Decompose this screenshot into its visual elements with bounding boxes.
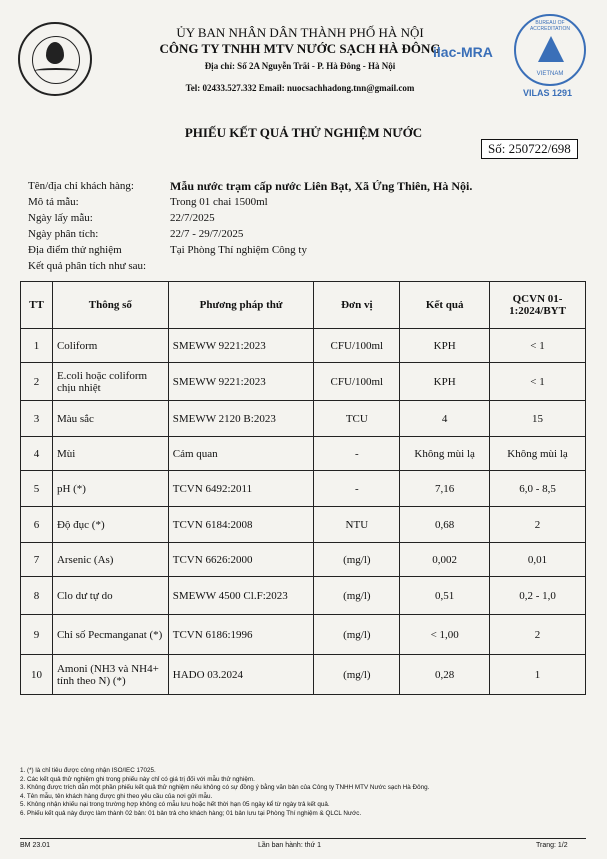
note-item: 2. Các kết quả thử nghiệm ghi trong phiếu này chỉ có giá trị đối với mẫu thử nghiệm.	[20, 775, 255, 783]
cell-limit: 1	[490, 655, 586, 695]
info-value-customer: Mẫu nước trạm cấp nước Liên Bạt, Xã Ứng Thiên, Hà Nội.	[170, 179, 473, 193]
table-row	[21, 655, 586, 695]
report-number: Số: 250722/698	[481, 139, 578, 159]
note-item: 4. Tên mẫu, tên khách hàng được ghi theo yêu cầu của nơi gửi mẫu.	[20, 792, 213, 800]
edition: Lần ban hành: thứ 1	[258, 842, 322, 849]
cell-tt: 7	[21, 543, 53, 577]
cell-limit: 15	[490, 401, 586, 437]
vilas-code: VILAS 1291	[523, 88, 573, 98]
results-table	[20, 281, 586, 695]
cell-unit: -	[314, 471, 400, 507]
cell-tt: 2	[21, 363, 53, 401]
cell-unit: CFU/100ml	[314, 363, 400, 401]
header-limit: QCVN 01-1:2024/BYT	[490, 282, 586, 329]
cell-result: 4	[400, 401, 490, 437]
page-number: Trang: 1/2	[536, 842, 568, 849]
table-row	[21, 437, 586, 471]
info-value-sampling-date: 22/7/2025	[170, 212, 215, 224]
cell-method: TCVN 6492:2011	[168, 471, 314, 507]
cell-result: 7,16	[400, 471, 490, 507]
cell-tt: 3	[21, 401, 53, 437]
cell-param: Độ đục (*)	[52, 507, 168, 543]
cell-method: SMEWW 4500 Cl.F:2023	[168, 577, 314, 615]
table-header-row	[21, 282, 586, 329]
header-company: CÔNG TY TNHH MTV NƯỚC SẠCH HÀ ĐÔNG	[159, 41, 441, 56]
info-label-description: Mô tả mẫu:	[28, 196, 79, 208]
cell-tt: 4	[21, 437, 53, 471]
cell-limit: 2	[490, 615, 586, 655]
info-value-description: Trong 01 chai 1500ml	[170, 196, 268, 208]
header-unit: Đơn vị	[314, 282, 400, 329]
cell-unit: (mg/l)	[314, 615, 400, 655]
note-item: 3. Không được trích dẫn một phần phiếu kết quả thử nghiệm nếu không có sự đồng ý bằng văn bản của Công ty TNHH MTV Nước sạch Hà Đông.	[20, 784, 430, 792]
cell-unit: (mg/l)	[314, 655, 400, 695]
info-label-analysis-date: Ngày phân tích:	[28, 228, 99, 240]
cell-unit: (mg/l)	[314, 577, 400, 615]
cell-result: 0,68	[400, 507, 490, 543]
cell-limit: 2	[490, 507, 586, 543]
header-contact: Tel: 02433.527.332 Email: nuocsachhadong.tnn@gmail.com	[185, 83, 415, 93]
info-label-customer: Tên/địa chỉ khách hàng:	[28, 180, 134, 192]
cell-param: Amoni (NH3 và NH4+ tính theo N) (*)	[52, 655, 168, 695]
table-row	[21, 363, 586, 401]
cell-unit: -	[314, 437, 400, 471]
cell-tt: 10	[21, 655, 53, 695]
cell-result: 0,002	[400, 543, 490, 577]
cell-tt: 1	[21, 329, 53, 363]
table-row	[21, 615, 586, 655]
cell-param: Coliform	[52, 329, 168, 363]
info-label-location: Địa điểm thử nghiệm	[28, 244, 122, 256]
table-row	[21, 471, 586, 507]
cell-result: 0,28	[400, 655, 490, 695]
note-item: 5. Không nhận khiếu nại trong trường hợp không có mẫu lưu hoặc hết thời hạn 05 ngày kể từ ngày trả kết quả.	[20, 801, 330, 809]
info-label-sampling-date: Ngày lấy mẫu:	[28, 212, 93, 224]
cell-method: HADO 03.2024	[168, 655, 314, 695]
table-row	[21, 543, 586, 577]
cell-result: KPH	[400, 329, 490, 363]
info-value-analysis-date: 22/7 - 29/7/2025	[170, 228, 244, 240]
header-tt: TT	[21, 282, 53, 329]
company-logo	[18, 22, 92, 96]
cell-param: Clo dư tự do	[52, 577, 168, 615]
footer-divider	[20, 838, 586, 839]
cell-unit: NTU	[314, 507, 400, 543]
cell-param: E.coli hoặc coliform chịu nhiệt	[52, 363, 168, 401]
cell-param: Chỉ số Pecmanganat (*)	[52, 615, 168, 655]
page-title: PHIẾU KẾT QUẢ THỬ NGHIỆM NƯỚC	[184, 125, 423, 140]
notes	[20, 767, 429, 819]
accreditation-logo	[514, 14, 586, 86]
header-result: Kết quả	[400, 282, 490, 329]
info-label-results: Kết quả phân tích như sau:	[28, 260, 147, 272]
note-item: 6. Phiếu kết quả này được làm thành 02 bản: 01 bản trả cho khách hàng; 01 bản lưu tại Phòng Thí nghiệm & QLCL Nước.	[20, 809, 362, 817]
cell-method: TCVN 6626:2000	[168, 543, 314, 577]
cell-param: Màu sắc	[52, 401, 168, 437]
header-address: Địa chỉ: Số 2A Nguyễn Trãi - P. Hà Đông - Hà Nội	[204, 61, 396, 71]
accreditation-country: VIETNAM	[536, 71, 564, 77]
cell-tt: 8	[21, 577, 53, 615]
cell-param: Arsenic (As)	[52, 543, 168, 577]
cell-limit: 0,01	[490, 543, 586, 577]
header-authority: ỦY BAN NHÂN DÂN THÀNH PHỐ HÀ NỘI	[176, 25, 424, 40]
cell-limit: < 1	[490, 329, 586, 363]
header-method: Phương pháp thử	[168, 282, 314, 329]
table-row	[21, 401, 586, 437]
cell-tt: 6	[21, 507, 53, 543]
cell-limit: Không mùi lạ	[490, 437, 586, 471]
cell-param: Mùi	[52, 437, 168, 471]
cell-unit: CFU/100ml	[314, 329, 400, 363]
cell-unit: (mg/l)	[314, 543, 400, 577]
cell-result: KPH	[400, 363, 490, 401]
cell-result: 0,51	[400, 577, 490, 615]
cell-tt: 9	[21, 615, 53, 655]
cell-param: pH (*)	[52, 471, 168, 507]
cell-limit: 6,0 - 8,5	[490, 471, 586, 507]
cell-method: SMEWW 2120 B:2023	[168, 401, 314, 437]
cell-tt: 5	[21, 471, 53, 507]
cell-method: TCVN 6186:1996	[168, 615, 314, 655]
cell-method: SMEWW 9221:2023	[168, 329, 314, 363]
cell-unit: TCU	[314, 401, 400, 437]
note-item: 1. (*) là chỉ tiêu được công nhận ISO/IEC 17025.	[20, 767, 156, 774]
cell-limit: 0,2 - 1,0	[490, 577, 586, 615]
info-value-location: Tại Phòng Thí nghiệm Công ty	[170, 244, 307, 256]
cell-method: Cảm quan	[168, 437, 314, 471]
cell-result: < 1,00	[400, 615, 490, 655]
form-code: BM 23.01	[20, 842, 50, 849]
cell-method: SMEWW 9221:2023	[168, 363, 314, 401]
table-row	[21, 329, 586, 363]
table-row	[21, 507, 586, 543]
cell-result: Không mùi lạ	[400, 437, 490, 471]
accreditation-text: BUREAU OF ACCREDITATION	[529, 20, 571, 32]
header-param: Thông số	[52, 282, 168, 329]
cell-limit: < 1	[490, 363, 586, 401]
ilac-mra-logo: ilac-MRA	[433, 44, 493, 60]
table-row	[21, 577, 586, 615]
cell-method: TCVN 6184:2008	[168, 507, 314, 543]
